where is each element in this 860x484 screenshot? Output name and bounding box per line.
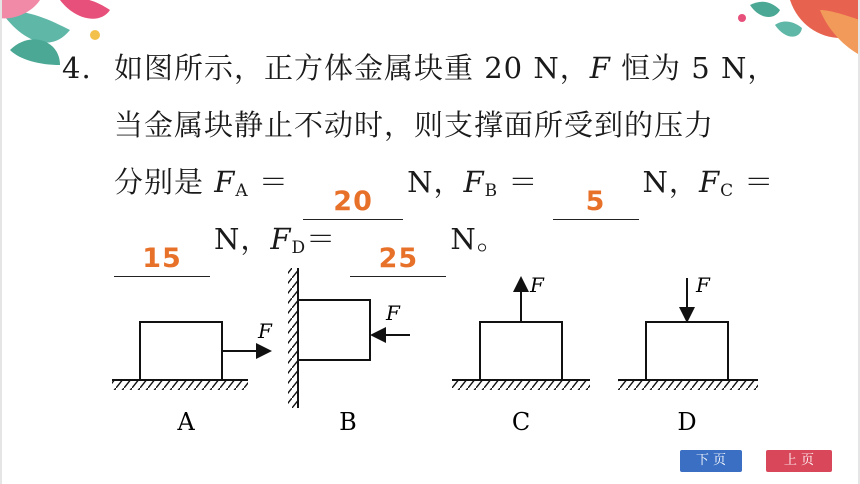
question-line-3-prefix: 分别是 [114,165,215,199]
force-symbol-d: F [270,222,292,256]
answer-b: 5 [585,186,606,217]
unit-a: N， [407,165,464,199]
answer-a: 20 [333,186,373,217]
sub-c: C [720,181,735,201]
figure-label-c: C [511,408,531,436]
answer-d: 25 [378,243,419,274]
figure-label-a: A [177,408,195,436]
prev-page-button[interactable]: 上 页 [766,450,832,472]
sub-b: B [484,181,499,201]
force-label-b: F [386,301,400,325]
eq-a: ＝ [258,165,289,199]
question-line-1-text: 如图所示，正方体金属块重 20 N， [114,51,590,85]
next-page-button[interactable]: 下 页 [680,450,742,472]
force-symbol-b: F [463,165,485,199]
force-var: F [589,51,611,85]
question-number: 4. [62,51,92,85]
figure-a [112,319,273,436]
eq-c: ＝ [744,165,775,199]
figure-d [618,273,758,436]
question-block [62,40,822,274]
force-label-a: F [258,319,272,343]
question-line-3 [114,154,822,217]
force-symbol-c: F [698,165,721,199]
question-line-1 [62,40,822,97]
figure-b [288,268,410,436]
figure-c [452,273,590,436]
page-frame-left [0,0,2,484]
unit-b: N， [642,165,699,199]
question-line-2-text: 当金属块静止不动时，则支撑面所受到的压力 [114,108,715,142]
force-label-c: F [530,273,544,297]
unit-c: N， [214,222,271,256]
eq-d: ＝ [306,222,337,256]
sub-a: A [235,181,249,201]
force-label-d: F [696,273,710,297]
figure-label-b: B [339,408,357,436]
eq-b: ＝ [508,165,539,199]
question-line-2 [114,97,822,154]
force-symbol-a: F [214,165,236,199]
question-line-1-end: 恒为 5 N， [610,51,778,85]
unit-d: N。 [450,222,507,256]
sub-d: D [291,238,307,258]
answer-c: 15 [142,243,182,274]
figure-label-d: D [677,408,697,436]
force-diagrams [100,258,780,438]
